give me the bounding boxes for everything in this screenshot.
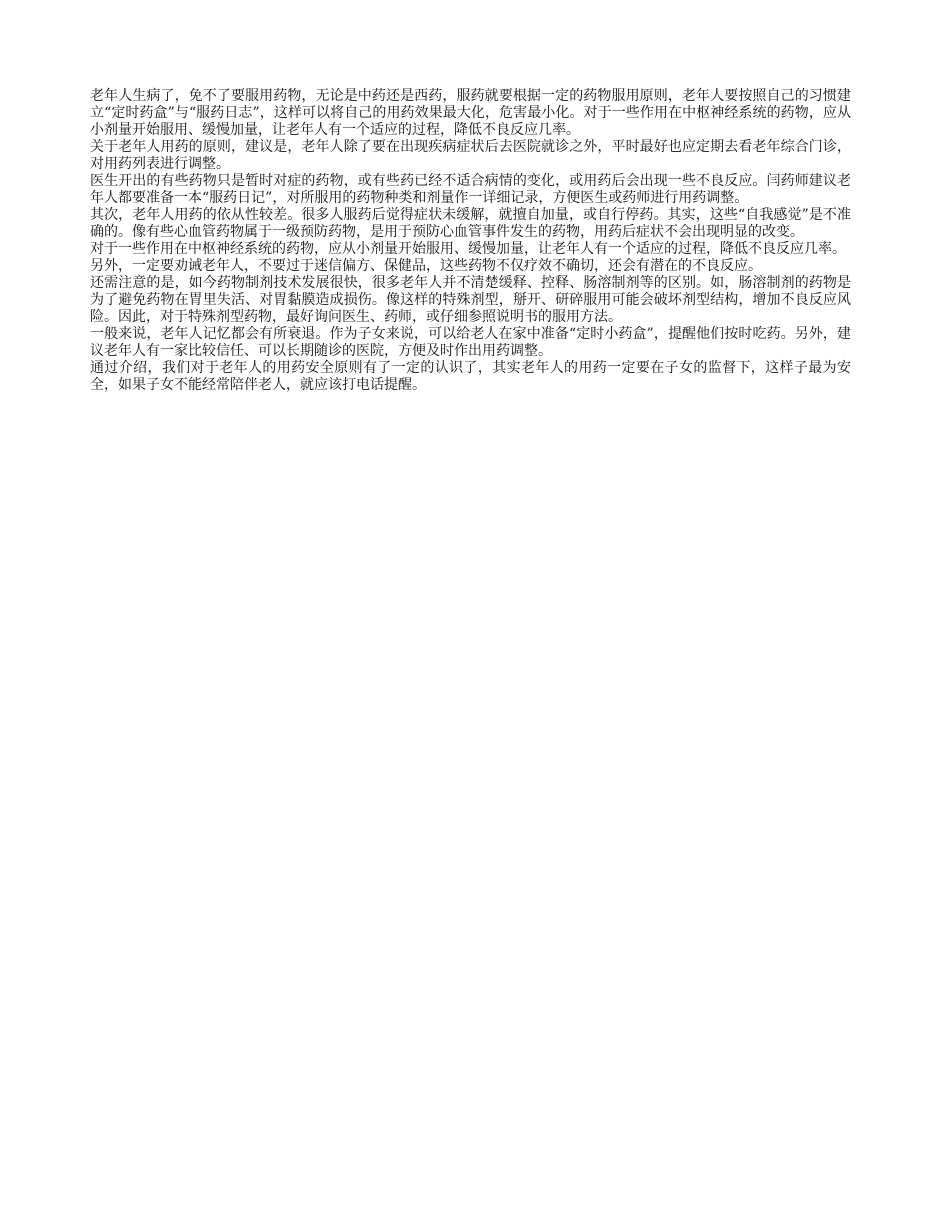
paragraph-3: 医生开出的有些药物只是暂时对症的药物，或有些药已经不适合病情的变化，或用药后会出现一些不良反应。闫药师建议老年人都要准备一本“服药日记”，对所服用的药物种类和剂量作一详细记录，方便医生或药师进行用药调整。 bbox=[90, 173, 851, 206]
paragraph-8: 一般来说，老年人记忆都会有所衰退。作为子女来说，可以给老人在家中准备“定时小药盒”，提醒他们按时吃药。另外，建议老年人有一家比较信任、可以长期随诊的医院，方便及时作出用药调整。 bbox=[90, 326, 851, 359]
paragraph-4: 其次，老年人用药的依从性较差。很多人服药后觉得症状未缓解，就擅自加量，或自行停药。其实，这些“自我感觉”是不准确的。像有些心血管药物属于一级预防药物，是用于预防心血管事件发生的药物，用药后症状不会出现明显的改变。 bbox=[90, 207, 851, 240]
paragraph-7: 还需注意的是，如今药物制剂技术发展很快，很多老年人并不清楚缓释、控释、肠溶制剂等的区别。如，肠溶制剂的药物是为了避免药物在胃里失活、对胃黏膜造成损伤。像这样的特殊剂型，掰开、研碎服用可能会破坏剂型结构，增加不良反应风险。因此，对于特殊剂型药物，最好询问医生、药师，或仔细参照说明书的服用方法。 bbox=[90, 275, 851, 325]
paragraph-1: 老年人生病了，免不了要服用药物，无论是中药还是西药，服药就要根据一定的药物服用原则，老年人要按照自己的习惯建立“定时药盒”与“服药日志”，这样可以将自己的用药效果最大化，危害最小化。对于一些作用在中枢神经系统的药物，应从小剂量开始服用、缓慢加量，让老年人有一个适应的过程，降低不良反应几率。 bbox=[90, 88, 851, 138]
paragraph-9: 通过介绍，我们对于老年人的用药安全原则有了一定的认识了，其实老年人的用药一定要在子女的监督下，这样子最为安全，如果子女不能经常陪伴老人，就应该打电话提醒。 bbox=[90, 360, 851, 393]
document-body bbox=[90, 88, 851, 394]
paragraph-6: 另外，一定要劝诫老年人，不要过于迷信偏方、保健品，这些药物不仅疗效不确切，还会有潜在的不良反应。 bbox=[90, 258, 762, 274]
paragraph-2: 关于老年人用药的原则，建议是，老年人除了要在出现疾病症状后去医院就诊之外，平时最好也应定期去看老年综合门诊，对用药列表进行调整。 bbox=[90, 139, 851, 172]
paragraph-5: 对于一些作用在中枢神经系统的药物，应从小剂量开始服用、缓慢加量，让老年人有一个适应的过程，降低不良反应几率。 bbox=[90, 241, 846, 257]
